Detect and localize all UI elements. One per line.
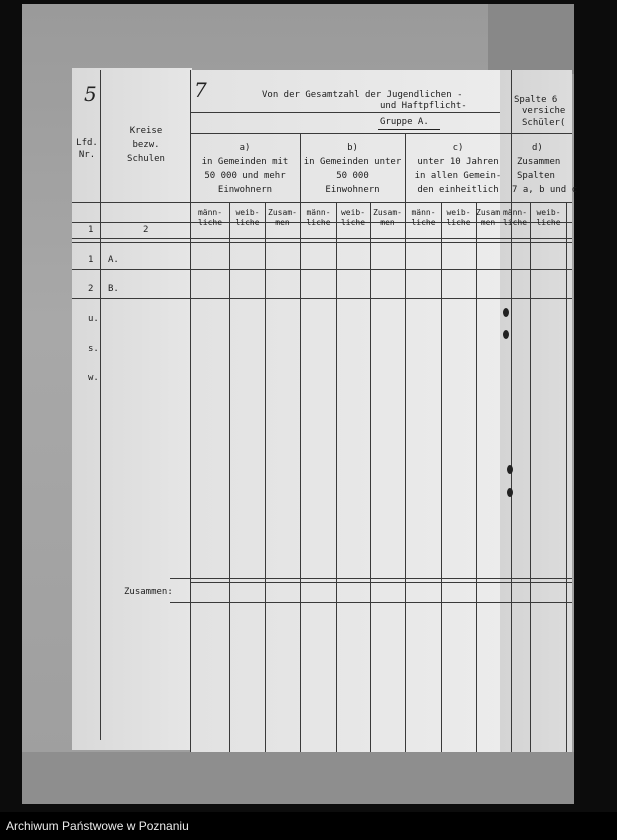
rule [336, 202, 337, 752]
subcol-zusammen-b-1: Zusam- [373, 208, 402, 217]
col-kreise-line2: bezw. [132, 140, 160, 150]
subcol-maennlich-d-2: liche [502, 218, 528, 227]
rule [190, 582, 572, 583]
rule [190, 133, 572, 134]
binding-hole [507, 488, 513, 497]
total-label: Zusammen: [124, 587, 173, 597]
handwritten-mark-5: 5 [84, 82, 97, 106]
rule [100, 70, 101, 740]
rule [441, 202, 442, 752]
rule [370, 202, 371, 752]
gruppe-label: Gruppe A. [380, 117, 429, 127]
group-a-letter: a) [239, 143, 251, 153]
group-c-line3: den einheitlich [417, 185, 499, 195]
subcol-weiblich-b-1: weib- [340, 208, 366, 217]
group-a-line3: Einwohnern [217, 185, 273, 195]
subcol-zusammen-a-2: men [275, 218, 290, 227]
rule [72, 202, 572, 203]
rule [530, 202, 531, 752]
subcol-maennlich-a-1: männ- [197, 208, 223, 217]
col-kreise-line1: Kreise [129, 126, 163, 136]
subcol-maennlich-c-1: männ- [411, 208, 436, 217]
row-s: s. [88, 344, 99, 354]
group-b-line2: 50 000 [336, 171, 369, 181]
subcol-weiblich-a-1: weib- [235, 208, 260, 217]
binding-hole [503, 308, 509, 317]
rule [72, 269, 572, 270]
row-number-2: 2 [88, 284, 94, 294]
rule [72, 238, 572, 239]
group-b-letter: b) [347, 143, 358, 153]
col-kreise-line3: Schulen [127, 154, 165, 164]
row-label-b: B. [108, 284, 119, 294]
row-u: u. [88, 314, 99, 324]
subcol-weiblich-d-1: weib- [536, 208, 561, 217]
binding-hole [503, 330, 509, 339]
subcol-zusammen-b-2: men [380, 218, 395, 227]
table-title-line1: Von der Gesamtzahl der Jugendlichen - [262, 90, 463, 100]
spalte-line2: versiche [522, 106, 566, 116]
scan-bottom-edge [22, 752, 574, 804]
rule [72, 298, 572, 299]
row-number-1: 1 [88, 255, 94, 265]
rule [229, 202, 230, 752]
subcol-zusammen-c-2: men [480, 218, 496, 227]
form-sheet-left [72, 68, 192, 750]
subcol-weiblich-c-2: liche [446, 218, 471, 227]
subcol-weiblich-d-2: liche [536, 218, 561, 227]
rule [265, 202, 266, 752]
archive-name: Archiwum Państwowe w Poznaniu [6, 819, 189, 833]
handwritten-mark-7: 7 [194, 78, 207, 102]
subcol-zusammen-a-1: Zusam- [268, 208, 297, 217]
scan-edge [488, 4, 574, 74]
group-c-line2: in allen Gemein- [414, 171, 502, 181]
spalte-line1: Spalte 6 [514, 95, 558, 105]
subcol-maennlich-a-2: liche [197, 218, 223, 227]
group-b-line1: in Gemeinden unter [303, 157, 402, 167]
group-d-line2: Spalten [517, 171, 555, 181]
spalte-line3: Schüler( [522, 118, 566, 128]
group-c-line1: unter 10 Jahren [417, 157, 499, 167]
rule [72, 242, 572, 243]
rule [476, 202, 477, 752]
colnum-2: 2 [143, 225, 149, 235]
group-c-letter: c) [452, 143, 464, 153]
table-title-line2: und Haftpflicht- [380, 101, 467, 111]
rule [511, 70, 512, 752]
subcol-maennlich-b-1: männ- [306, 208, 331, 217]
group-a-line1: in Gemeinden mit [201, 157, 289, 167]
subcol-weiblich-c-1: weib- [446, 208, 471, 217]
group-d-line3: 7 a, b und c [512, 185, 578, 195]
archive-footer [0, 812, 617, 840]
row-label-a: A. [108, 255, 119, 265]
group-b-line3: Einwohnern [325, 185, 380, 195]
colnum-1: 1 [88, 225, 94, 235]
binding-hole [507, 465, 513, 474]
group-d-line1: Zusammen [517, 157, 561, 167]
subcol-weiblich-b-2: liche [340, 218, 366, 227]
row-w: w. [88, 373, 99, 383]
gruppe-underline [378, 129, 440, 130]
group-d-letter: d) [532, 143, 543, 153]
subcol-weiblich-a-2: liche [235, 218, 260, 227]
col-lfd-line2: Nr. [78, 150, 96, 160]
subcol-zusammen-c-1: Zusam [476, 208, 501, 217]
col-lfd-line1: Lfd. [76, 138, 98, 148]
rule [190, 112, 500, 113]
group-a-line2: 50 000 und mehr [204, 171, 286, 181]
subcol-maennlich-d-1: männ- [502, 208, 528, 217]
rule [566, 202, 567, 752]
subcol-maennlich-c-2: liche [411, 218, 436, 227]
subcol-maennlich-b-2: liche [306, 218, 331, 227]
